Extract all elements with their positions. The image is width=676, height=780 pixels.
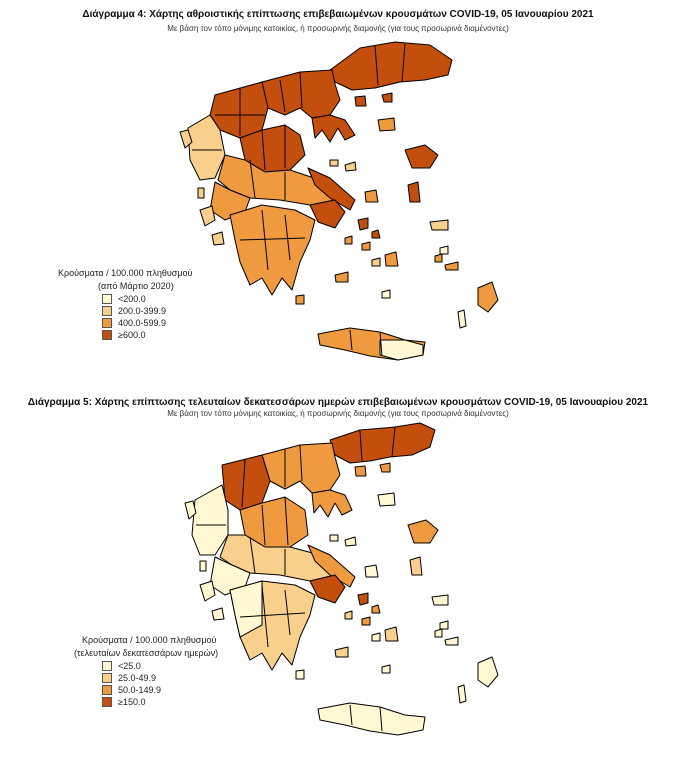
island-samos: [430, 220, 448, 230]
legend-item: [102, 684, 218, 696]
island-karpathos: [458, 685, 466, 703]
map-subtitle: Με βάση τον τόπο μόνιμης κατοικίας, ή προσωρινής διαμονής (για τους προσωρινά διαμένοντες): [167, 24, 509, 33]
legend-label: ≥600.0: [118, 330, 146, 340]
island-chios: [410, 557, 422, 575]
legend-swatch: [102, 318, 112, 328]
island-paros: [372, 633, 380, 641]
island-rhodes: [478, 657, 498, 687]
legend-swatch: [102, 697, 112, 707]
island-kythira: [296, 670, 304, 679]
island-skyros: [365, 190, 378, 202]
island-syros: [362, 617, 370, 625]
island-lemnos: [378, 118, 395, 131]
island-thira: [382, 665, 390, 673]
legend-label: ≥150.0: [118, 697, 146, 707]
map-panel-cumulative: [0, 0, 676, 385]
island-naxos: [385, 252, 398, 266]
legend-item: [102, 660, 218, 672]
map-legend: [58, 634, 218, 708]
island-thira: [382, 290, 390, 298]
island-zakynthos: [212, 608, 224, 620]
region-chalkidiki: [312, 490, 352, 517]
map-title: Διάγραμμα 4: Χάρτης αθροιστικής επίπτωσης επιβεβαιωμένων κρουσμάτων COVID-19, 05 Ιανουαρίου 2021: [82, 9, 594, 20]
legend-item: [102, 696, 218, 708]
legend-item: [102, 317, 192, 329]
island-syros: [362, 242, 370, 250]
island-karpathos: [458, 310, 466, 328]
island-lesvos: [405, 145, 438, 168]
island-tinos: [372, 230, 380, 238]
legend-label: <25.0: [118, 661, 141, 671]
island-naxos: [385, 627, 398, 641]
region-thrace: [330, 42, 452, 90]
legend-title: Κρούσματα / 100.000 πληθυσμού: [82, 635, 217, 645]
legend-swatch: [102, 294, 112, 304]
island-thasos: [355, 96, 366, 106]
island-lefkada: [200, 561, 206, 571]
region-chalkidiki: [312, 115, 355, 142]
legend-swatch: [102, 685, 112, 695]
island-milos: [335, 272, 348, 282]
island-kefalonia: [200, 206, 215, 226]
island-tinos: [372, 605, 380, 613]
legend-subtitle: (από Μάρτιο 2020): [98, 281, 174, 291]
island-kefalonia: [200, 581, 215, 601]
crete-chania-light: [380, 340, 423, 360]
island-skiathos: [330, 535, 338, 541]
island-rhodes: [478, 282, 498, 312]
island-kos: [445, 262, 458, 270]
legend-label: <200.0: [118, 294, 146, 304]
island-skiathos: [330, 160, 338, 166]
island-kea: [345, 236, 352, 244]
legend-swatch: [102, 661, 112, 671]
island-chios: [408, 182, 420, 202]
island-kea: [345, 611, 352, 619]
legend-title: Κρούσματα / 100.000 πληθυσμού: [58, 268, 193, 278]
legend-label: 200.0-399.9: [118, 306, 167, 316]
island-crete: [318, 703, 425, 735]
legend-label: 25.0-49.9: [118, 673, 157, 683]
island-skopelos: [345, 162, 356, 171]
legend-label: 50.0-149.9: [118, 685, 162, 695]
legend-item: [102, 305, 192, 317]
legend-swatch: [102, 330, 112, 340]
island-leros: [440, 621, 448, 629]
region-epirus: [192, 485, 228, 555]
map-panel-14day: [0, 385, 676, 780]
island-lesvos: [408, 520, 438, 543]
island-thasos: [355, 466, 366, 476]
island-lefkada: [198, 188, 204, 198]
island-kos: [445, 637, 458, 645]
island-samothrace: [380, 463, 390, 472]
island-andros: [358, 593, 368, 605]
island-leros: [440, 246, 448, 254]
legend-swatch: [102, 306, 112, 316]
island-paros: [372, 258, 380, 266]
island-samothrace: [382, 93, 392, 102]
island-zakynthos: [212, 232, 224, 245]
island-lemnos: [378, 493, 395, 506]
region-west-macedonia: [222, 455, 270, 510]
map-subtitle: Με βάση τον τόπο μόνιμης κατοικίας, ή προσωρινής διαμονής (για τους προσωρινά διαμένοντες): [167, 409, 509, 418]
legend-item: [102, 672, 218, 684]
map-title: Διάγραμμα 5: Χάρτης επίπτωσης τελευταίων δεκατεσσάρων ημερών επιβεβαιωμένων κρουσμάτων COVID-19, 05 Ιανουαρίου 2021: [27, 397, 649, 408]
island-milos: [335, 647, 348, 657]
island-kythira: [296, 295, 304, 304]
island-kalymnos: [435, 254, 442, 262]
island-samos: [432, 595, 448, 605]
island-kalymnos: [435, 629, 442, 637]
island-andros: [358, 218, 368, 230]
island-skyros: [365, 565, 378, 577]
legend-item: [102, 329, 192, 341]
legend-label: 400.0-599.9: [118, 318, 167, 328]
map-legend: [58, 267, 192, 341]
region-thrace: [330, 423, 435, 463]
region-peloponnese: [230, 205, 315, 295]
legend-swatch: [102, 673, 112, 683]
legend-subtitle: (τελευταίων δεκατεσσάρων ημερών): [74, 648, 219, 658]
legend-item: [102, 293, 192, 305]
island-skopelos: [345, 537, 356, 546]
greece-map: [0, 385, 676, 780]
